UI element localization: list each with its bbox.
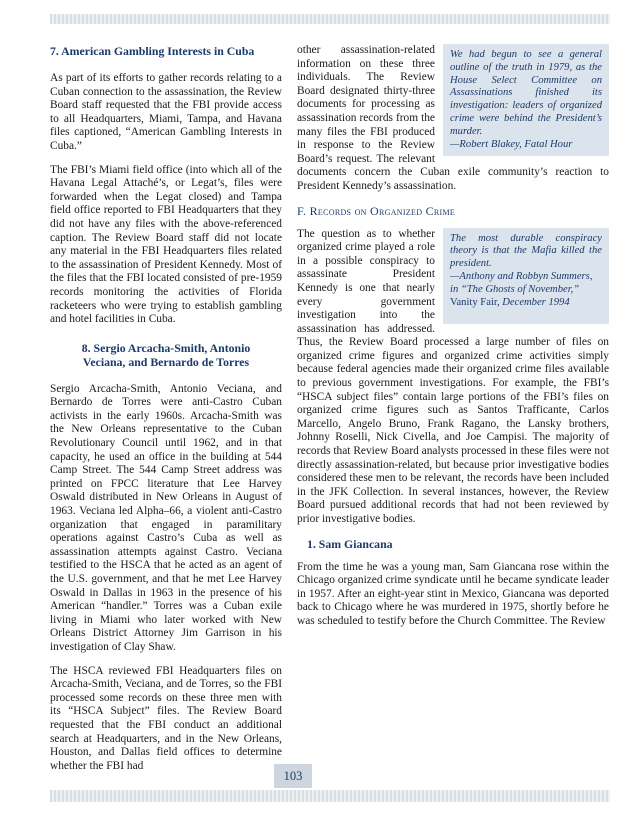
paragraph: From the time he was a young man, Sam Giancana rose within the Chicago organized crime syndicate until he became syndicate leader in 1957. After an eight-year stint in Mexico, Giancana was deported back to Chicago where he was murdered in 1975, shortly before he was scheduled to testify before the Church Committee. The Review bbox=[297, 560, 609, 627]
page-number: 103 bbox=[274, 764, 312, 788]
attribution-author: —Anthony and Robbyn Summers, in “The Ghosts of November,” bbox=[450, 270, 593, 295]
paragraph: The question as to whether organized crime played a role in a possible conspiracy to assassinate President Kennedy is one that nearly every government investigation into the assassination has addressed. Thus, the Review Board processed a large number of files on organized crime figures and organized crime activities simply because federal agencies made their organized crime files available to previous government investigations. For example, the FBI’s “HSCA subject files” contain large portions of the FBI’s files on organized crime figures such as Santos Trafficante, Carlos Marcello, Angelo Bruno, Frank Ragano, the Lansky brothers, Johnny Roselli, Nick Civella, and Joe Campisi. The majority of records that Review Board analysts processed in these files were not directly assassination-related, but because prior investigative bodies considered these men to be relevant, the records have been included in the JFK Collection. In several instances, however, the Review Board pursued additional records that had not been reviewed by prior investigative bodies. bbox=[297, 227, 609, 525]
attribution-date: December 1994 bbox=[502, 296, 570, 308]
section-heading-f: F. Records on Organized Crime bbox=[297, 203, 456, 218]
paragraph: As part of its efforts to gather records relating to a Cuban connection to the assassination, the Review Board staff requested that the FBI provide access to all Headquarters, Miami, Tampa, and Havana files captioned, “American Gambling Interests in Cuba.” bbox=[50, 72, 282, 152]
paragraph: other assassination-related information on these three individuals. The Review Board designated thirty-three documents for processing as assassination records from the many files the FBI produced in response to the Review Board’s request. The relevant documents concern the Cuban exile community’s reaction to President Kennedy’s assassination. bbox=[297, 44, 609, 192]
section-heading-7: 7. American Gambling Interests in Cuba bbox=[50, 44, 255, 58]
footer-band bbox=[50, 790, 610, 802]
pull-quote-text: The most durable conspiracy theory is that the Mafia killed the president. bbox=[450, 232, 602, 270]
pull-quote-text: We had begun to see a general outline of the truth in 1979, as the House Select Committee on Assassinations finished its investigation: leaders of organized crime were behind the President’s murder. bbox=[450, 49, 602, 137]
left-column bbox=[50, 44, 282, 783]
pull-quote-box bbox=[443, 228, 609, 324]
pull-quote-attribution bbox=[450, 271, 602, 309]
paragraph: The FBI’s Miami field office (into which all of the Havana Legal Attaché’s, or Legat’s, files were forwarded when the Legat closed) and Tampa field office reported to FBI Headquarters that they did not have any files with the above-referenced caption. The Review Board staff did not locate any material in the FBI Headquarters files related to the assassination of President Kennedy. Most of the files that the FBI located consisted of pre-1959 records monitoring the activities of Florida racketeers who were trying to establish gambling and hotel facilities in Cuba. bbox=[50, 163, 282, 326]
right-column bbox=[297, 44, 609, 639]
attribution-source: Vanity Fair, bbox=[450, 296, 500, 308]
pull-quote-attribution: —Robert Blakey, Fatal Hour bbox=[450, 138, 573, 150]
paragraph: The HSCA reviewed FBI Headquarters files on Arcacha-Smith, Veciana, and de Torres, so the FBI processed some records on these three men with its “HSCA Subject” files. The Review Board requested that the FBI conduct an additional search at Headquarters, and in the New Orleans, Houston, and Dallas field offices to determine whether the FBI had bbox=[50, 664, 282, 772]
pull-quote-box bbox=[443, 44, 609, 156]
header-band bbox=[50, 14, 610, 24]
section-heading-8: 8. Sergio Arcacha-Smith, Antonio Veciana, and Bernardo de Torres bbox=[81, 340, 251, 369]
paragraph: Sergio Arcacha-Smith, Antonio Veciana, and Bernardo de Torres were anti-Castro Cuban activists in the early 1960s. Arcacha-Smith was the New Orleans representative to the Cuban Revolutionary Council until 1962, and in that capacity, he used an office in the building at 544 Camp Street. The 544 Camp Street address was printed on FPCC literature that Lee Harvey Oswald distributed in New Orleans in August of 1963. Veciana led Alpha–66, a violent anti-Castro organization that engaged in paramilitary operations against Castro’s Cuba as well as assassination attempts against Castro. Veciana testified to the HSCA that he acted as an agent of the U.S. government, and that he met Lee Harvey Oswald in Dallas in 1963 in the presence of his American “handler.” Torres was a Cuban exile living in Miami who later worked with New Orleans District Attorney Jim Garrison in his investigation of Clay Shaw. bbox=[50, 382, 282, 653]
section-heading-1: 1. Sam Giancana bbox=[307, 536, 393, 551]
